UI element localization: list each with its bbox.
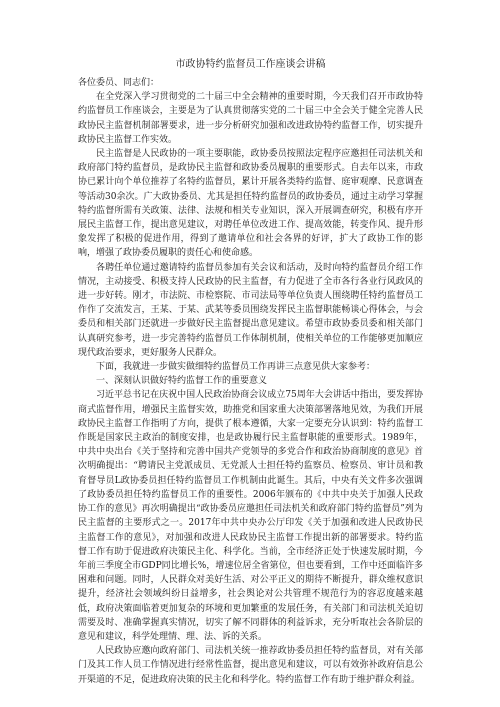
paragraph-supervision-role: 民主监督是人民政协的一项主要职能，政协委员按照法定程序应邀担任司法机关和政府部门特约监督员，是政协民主监督和政协委员履职的重要形式。自去年以来，市政协已累计向个单位推荐了名特约监督员，累计开展各类特约监督、庭审观摩、民意调查等活动30余次。广大政协委员、尤其是担任特约监督员的政协委员，通过主动学习掌握特约监督所需有关政策、法律、法规和相关专业知识，深入开展调查研究，积极有序开展民主监督工作，提出意见建议，对聘任单位改进工作、提高效能，转变作风、提升形象发挥了积极的促进作用，得到了邀请单位和社会各界的好评，扩大了政协工作的影响，增强了政协委员履职的责任心和使命感。	[78, 149, 423, 259]
paragraph-units-feedback: 各聘任单位通过邀请特约监督员参加有关会议和活动，及时向特约监督员介绍工作情况，主动接受、积极支持人民政协的民主监督，有力促进了全市各行各业行风政风的进一步好转。刚才，市法院、市检察院、市司法局等单位负责人围绕聘任特约监督员工作作了交流发言，王某、于某、武某等委员围绕发挥民主监督职能畅谈心得体会，与会委员和相关部门还就进一步做好民主监督提出意见建议。希望市政协委员委和相关部门认真研究参考，进一步完善特约监督员工作体制机制，使相关单位的工作能够更加顺应现代政治要求，更好服务人民群众。	[78, 262, 423, 358]
paragraph-three-points: 下面，我就进一步做实做细特约监督员工作再讲三点意见供大家参考：	[96, 362, 376, 373]
paragraph-recommendation: 人民政协应邀向政府部门、司法机关统一推荐政协委员担任特约监督员，对有关部门及其工作人员工作情况进行经常性监督，提出意见和建议，可以有效弥补政府信息公开渠道的不足，促进政府决策的民主化和科学化。特约监督工作有助于维护群众利益。	[78, 646, 423, 685]
document-page	[78, 58, 423, 687]
salutation: 各位委员、同志们：	[78, 78, 160, 88]
paragraph-significance: 习近平总书记在庆祝中国人民政治协商会议成立75周年大会讲话中指出，要发挥协商式监督作用，增强民主监督实效，助推党和国家重大决策部署落地见效，为我们开展政协民主监督工作指明了方向，提供了根本遵循，大家一定要充分认识到：特约监督工作既是国家民主政治的制度安排，也是政协履行民主监督职能的重要形式。1989年，中共中央出台《关于坚持和完善中国共产党领导的多党合作和政治协商制度的意见》首次明确提出：“聘请民主党派成员、无党派人士担任特约监察员、检察员、审计员和教育督导员L政协委员担任特约监督员工作机制由此诞生。其后，中央有关文件多次强调了政协委员担任特约监督员工作的重要性。2006年颁布的《中共中央关于加强人民政协工作的意见》再次明确提出“政协委员应邀担任司法机关和政府部门特约监督员”列为民主监督的主要形式之一。2017年中共中央办公厅印发《关于加强和改进人民政协民主监督工作的意见》，对加强和改进人民政协民主监督工作提出新的部署要求。特约监督工作有助于促进政府决策民主化、科学化。当前，全市经济正处于快速发展时期，今年前三季度全市GDP同比增长%，增速位居全省第位，但也要看到，工作中还面临许多困难和问题。同时，人民群众对美好生活、对公平正义的期待不断提升，群众维权意识提升，经济社会领域纠纷日益增多，社会舆论对公共管理不规范行为的容忍度越来越低，政府决策面临着更加复杂的环境和更加繁重的发展任务，有关部门和司法机关迫切需要及时、准确掌握真实情况，切实了解不同群体的利益诉求，充分听取社会各阶层的意见和建议，科学处理情、理、法、诉的关系。	[78, 390, 423, 642]
document-title: 市政协特约监督员工作座谈会讲稿	[175, 59, 326, 70]
section-heading-1: 一、深刻认识做好特约监督工作的重要意义	[96, 376, 268, 387]
paragraph-intro: 在全党深入学习贯彻党的二十届三中全会精神的重要时期，今天我们召开市政协特约监督员工作座谈会，主要是为了认真贯彻落实党的二十届三中全会关于健全完善人民政协民主监督机制部署要求，进一步分析研究加强和改进政协特约监督工作，切实提升政协民主监督工作实效。	[78, 92, 423, 145]
